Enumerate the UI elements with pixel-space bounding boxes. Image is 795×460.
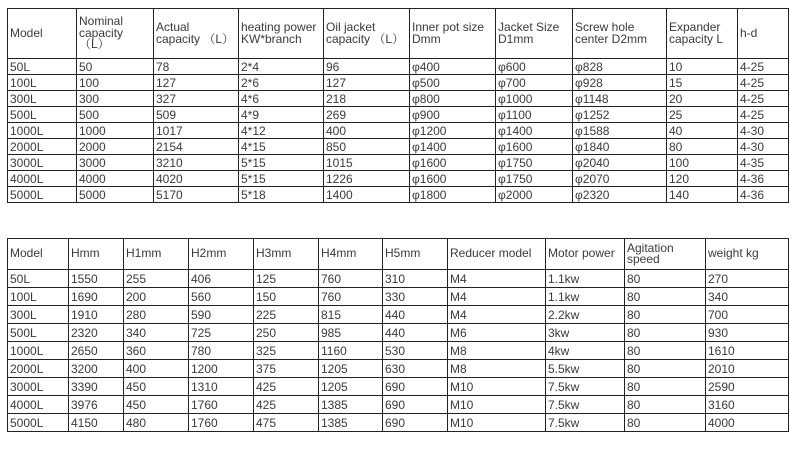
table-cell: φ2070 <box>573 171 667 187</box>
table-cell: 140 <box>667 187 738 203</box>
table-row <box>8 324 789 342</box>
table-cell: 509 <box>154 107 239 123</box>
column-header: Oil jacket capacity （L） <box>324 9 410 59</box>
table-cell: 690 <box>383 396 448 414</box>
table-cell: 4000 <box>77 171 154 187</box>
table-cell: 125 <box>254 270 319 288</box>
table-cell: 50L <box>8 270 69 288</box>
column-header: H1mm <box>124 239 189 270</box>
specs-table-capacity <box>7 8 789 203</box>
table-cell: 270 <box>706 270 789 288</box>
table-cell: φ2040 <box>573 155 667 171</box>
table-cell: 80 <box>625 414 706 432</box>
table-cell: 3390 <box>69 378 124 396</box>
column-header: Agitation speed <box>625 239 706 270</box>
table-cell: φ1588 <box>573 123 667 139</box>
table-cell: φ828 <box>573 59 667 75</box>
table-cell: φ400 <box>410 59 496 75</box>
table-cell: 2590 <box>706 378 789 396</box>
column-header: Motor power <box>546 239 625 270</box>
table-cell: 630 <box>383 360 448 378</box>
table-cell: 225 <box>254 306 319 324</box>
table-cell: φ1600 <box>410 171 496 187</box>
table-cell: 450 <box>124 378 189 396</box>
table-cell: M10 <box>448 414 546 432</box>
column-header: Model <box>8 239 69 270</box>
table-cell: 5*18 <box>239 187 324 203</box>
column-header: H5mm <box>383 239 448 270</box>
table-cell: φ1252 <box>573 107 667 123</box>
table-cell: 327 <box>154 91 239 107</box>
table-cell: 340 <box>124 324 189 342</box>
table-cell: 375 <box>254 360 319 378</box>
specs-table-dimensions <box>7 238 789 432</box>
table-cell: 1226 <box>324 171 410 187</box>
table-cell: 280 <box>124 306 189 324</box>
table-cell: 310 <box>383 270 448 288</box>
table-cell: 80 <box>625 270 706 288</box>
table-cell: 5000 <box>77 187 154 203</box>
table-cell: 3000 <box>77 155 154 171</box>
table-cell: 5170 <box>154 187 239 203</box>
table-cell: φ1750 <box>496 171 573 187</box>
table-cell: 2.2kw <box>546 306 625 324</box>
table-cell: 40 <box>667 123 738 139</box>
table-cell: 4*6 <box>239 91 324 107</box>
table-cell: 100L <box>8 75 77 91</box>
table-cell: 120 <box>667 171 738 187</box>
table-cell: 2*4 <box>239 59 324 75</box>
table-row <box>8 360 789 378</box>
table-cell: 2320 <box>69 324 124 342</box>
table-cell: 530 <box>383 342 448 360</box>
table-cell: 760 <box>319 288 383 306</box>
table-cell: φ800 <box>410 91 496 107</box>
table-cell: 815 <box>319 306 383 324</box>
column-header: Reducer model <box>448 239 546 270</box>
column-header: Actual capacity （L） <box>154 9 239 59</box>
table-cell: 78 <box>154 59 239 75</box>
table-cell: 1000L <box>8 342 69 360</box>
table-cell: 7.5kw <box>546 378 625 396</box>
table-cell: 1385 <box>319 414 383 432</box>
table-cell: φ1100 <box>496 107 573 123</box>
table-row <box>8 75 789 91</box>
table-cell: 1160 <box>319 342 383 360</box>
table-cell: φ928 <box>573 75 667 91</box>
table-cell: 450 <box>124 396 189 414</box>
column-header: Screw hole center D2mm <box>573 9 667 59</box>
table-cell: 1.1kw <box>546 288 625 306</box>
table-cell: M10 <box>448 378 546 396</box>
table-cell: 4150 <box>69 414 124 432</box>
table-row <box>8 342 789 360</box>
table-cell: 100 <box>77 75 154 91</box>
table-cell: 1385 <box>319 396 383 414</box>
table-cell: 4020 <box>154 171 239 187</box>
table-cell: φ1200 <box>410 123 496 139</box>
table-cell: 725 <box>189 324 254 342</box>
table-cell: 500L <box>8 324 69 342</box>
table-cell: 1200 <box>189 360 254 378</box>
table-cell: 425 <box>254 378 319 396</box>
table-cell: φ1600 <box>496 139 573 155</box>
table-cell: 3210 <box>154 155 239 171</box>
table-cell: 1610 <box>706 342 789 360</box>
table-cell: 5*15 <box>239 171 324 187</box>
table-row <box>8 107 789 123</box>
table-cell: 200 <box>124 288 189 306</box>
table-cell: φ600 <box>496 59 573 75</box>
table-cell: 4-30 <box>738 123 789 139</box>
column-header: heating power KW*branch <box>239 9 324 59</box>
table-cell: φ500 <box>410 75 496 91</box>
table-cell: 100L <box>8 288 69 306</box>
table-cell: 325 <box>254 342 319 360</box>
table-cell: φ2000 <box>496 187 573 203</box>
table-cell: 1205 <box>319 378 383 396</box>
table-cell: 80 <box>625 360 706 378</box>
table-cell: M8 <box>448 342 546 360</box>
table-cell: 3000L <box>8 155 77 171</box>
table-cell: 3160 <box>706 396 789 414</box>
table-cell: 1910 <box>69 306 124 324</box>
table-cell: 50L <box>8 59 77 75</box>
table-cell: φ1600 <box>410 155 496 171</box>
table-cell: 4-25 <box>738 91 789 107</box>
table-cell: 1550 <box>69 270 124 288</box>
table-cell: 1760 <box>189 396 254 414</box>
table-cell: 360 <box>124 342 189 360</box>
table-cell: 4000L <box>8 171 77 187</box>
table-row <box>8 91 789 107</box>
table-cell: 25 <box>667 107 738 123</box>
table-cell: 4kw <box>546 342 625 360</box>
table-cell: 127 <box>154 75 239 91</box>
table-cell: 218 <box>324 91 410 107</box>
table-row <box>8 123 789 139</box>
table-cell: φ1148 <box>573 91 667 107</box>
table-cell: 1690 <box>69 288 124 306</box>
table-cell: 500L <box>8 107 77 123</box>
table-cell: M4 <box>448 288 546 306</box>
table-cell: 4000L <box>8 396 69 414</box>
table-cell: 1400 <box>324 187 410 203</box>
table-cell: φ1750 <box>496 155 573 171</box>
column-header: Model <box>8 9 77 59</box>
table-cell: 1310 <box>189 378 254 396</box>
table-cell: 475 <box>254 414 319 432</box>
table-cell: 250 <box>254 324 319 342</box>
table-cell: 5000L <box>8 187 77 203</box>
table-cell: 760 <box>319 270 383 288</box>
table-cell: 4-36 <box>738 171 789 187</box>
table-cell: 985 <box>319 324 383 342</box>
table-cell: 4*9 <box>239 107 324 123</box>
table-cell: φ1000 <box>496 91 573 107</box>
table-cell: 7.5kw <box>546 396 625 414</box>
table-row <box>8 155 789 171</box>
table-cell: 1760 <box>189 414 254 432</box>
table-cell: 425 <box>254 396 319 414</box>
table-cell: 127 <box>324 75 410 91</box>
table-cell: φ900 <box>410 107 496 123</box>
table-cell: 780 <box>189 342 254 360</box>
column-header: Nominal capacity （L） <box>77 9 154 59</box>
table-cell: φ1800 <box>410 187 496 203</box>
table-cell: 4-36 <box>738 187 789 203</box>
column-header: Inner pot size Dmm <box>410 9 496 59</box>
table-cell: 300L <box>8 91 77 107</box>
table-cell: 2154 <box>154 139 239 155</box>
table-cell: 80 <box>667 139 738 155</box>
table-row <box>8 288 789 306</box>
table-cell: 440 <box>383 324 448 342</box>
table-cell: 480 <box>124 414 189 432</box>
table-cell: 560 <box>189 288 254 306</box>
table-cell: 2000L <box>8 139 77 155</box>
table-cell: 700 <box>706 306 789 324</box>
header-row <box>8 239 789 270</box>
table-cell: M4 <box>448 306 546 324</box>
column-header: H3mm <box>254 239 319 270</box>
table-cell: 400 <box>124 360 189 378</box>
table-cell: 930 <box>706 324 789 342</box>
table-cell: 690 <box>383 378 448 396</box>
table-cell: φ1400 <box>496 123 573 139</box>
table-row <box>8 139 789 155</box>
table-cell: 5000L <box>8 414 69 432</box>
table-row <box>8 59 789 75</box>
table-cell: φ1400 <box>410 139 496 155</box>
table-cell: 15 <box>667 75 738 91</box>
table-cell: 255 <box>124 270 189 288</box>
table-cell: 4-35 <box>738 155 789 171</box>
table-cell: 300L <box>8 306 69 324</box>
table-cell: 4*15 <box>239 139 324 155</box>
table-cell: M8 <box>448 360 546 378</box>
table-cell: 80 <box>625 396 706 414</box>
table-cell: 330 <box>383 288 448 306</box>
table-cell: M10 <box>448 396 546 414</box>
table-cell: 80 <box>625 288 706 306</box>
table-cell: φ2320 <box>573 187 667 203</box>
table-cell: 406 <box>189 270 254 288</box>
column-header: h-d <box>738 9 789 59</box>
table-cell: 1.1kw <box>546 270 625 288</box>
table-cell: φ1840 <box>573 139 667 155</box>
table-cell: 4*12 <box>239 123 324 139</box>
table-cell: M4 <box>448 270 546 288</box>
header-row <box>8 9 789 59</box>
table-cell: 50 <box>77 59 154 75</box>
table-cell: 500 <box>77 107 154 123</box>
table-cell: 590 <box>189 306 254 324</box>
table-cell: 80 <box>625 306 706 324</box>
table-cell: 7.5kw <box>546 414 625 432</box>
column-header: H4mm <box>319 239 383 270</box>
table-cell: 269 <box>324 107 410 123</box>
table-cell: 1015 <box>324 155 410 171</box>
table-row <box>8 378 789 396</box>
table-row <box>8 396 789 414</box>
table-cell: 100 <box>667 155 738 171</box>
table-cell: 3200 <box>69 360 124 378</box>
table-cell: 440 <box>383 306 448 324</box>
table-cell: 4-25 <box>738 107 789 123</box>
table-cell: 80 <box>625 324 706 342</box>
table-row <box>8 414 789 432</box>
table-cell: 2010 <box>706 360 789 378</box>
table-cell: φ700 <box>496 75 573 91</box>
table-cell: 3000L <box>8 378 69 396</box>
table-cell: 80 <box>625 342 706 360</box>
table-cell: 400 <box>324 123 410 139</box>
table-cell: 2*6 <box>239 75 324 91</box>
table-row <box>8 270 789 288</box>
table-row <box>8 187 789 203</box>
table-cell: 1017 <box>154 123 239 139</box>
column-header: Jacket Size D1mm <box>496 9 573 59</box>
table-cell: 4-30 <box>738 139 789 155</box>
table-cell: 2000 <box>77 139 154 155</box>
table-cell: 5.5kw <box>546 360 625 378</box>
table-row <box>8 306 789 324</box>
table-cell: 690 <box>383 414 448 432</box>
table-cell: 1205 <box>319 360 383 378</box>
table-cell: 4-25 <box>738 75 789 91</box>
table-cell: 300 <box>77 91 154 107</box>
column-header: weight kg <box>706 239 789 270</box>
table-cell: 850 <box>324 139 410 155</box>
table-cell: 10 <box>667 59 738 75</box>
column-header: Hmm <box>69 239 124 270</box>
table-cell: 5*15 <box>239 155 324 171</box>
table-cell: 3kw <box>546 324 625 342</box>
table-cell: 2650 <box>69 342 124 360</box>
table-cell: 150 <box>254 288 319 306</box>
table-cell: 1000L <box>8 123 77 139</box>
table-cell: 4-25 <box>738 59 789 75</box>
table-cell: 1000 <box>77 123 154 139</box>
table-cell: 20 <box>667 91 738 107</box>
column-header: H2mm <box>189 239 254 270</box>
table-cell: 96 <box>324 59 410 75</box>
table-cell: 3976 <box>69 396 124 414</box>
table-cell: 80 <box>625 378 706 396</box>
table-cell: 4000 <box>706 414 789 432</box>
table-row <box>8 171 789 187</box>
table-cell: M6 <box>448 324 546 342</box>
column-header: Expander capacity L <box>667 9 738 59</box>
table-cell: 340 <box>706 288 789 306</box>
table-cell: 2000L <box>8 360 69 378</box>
